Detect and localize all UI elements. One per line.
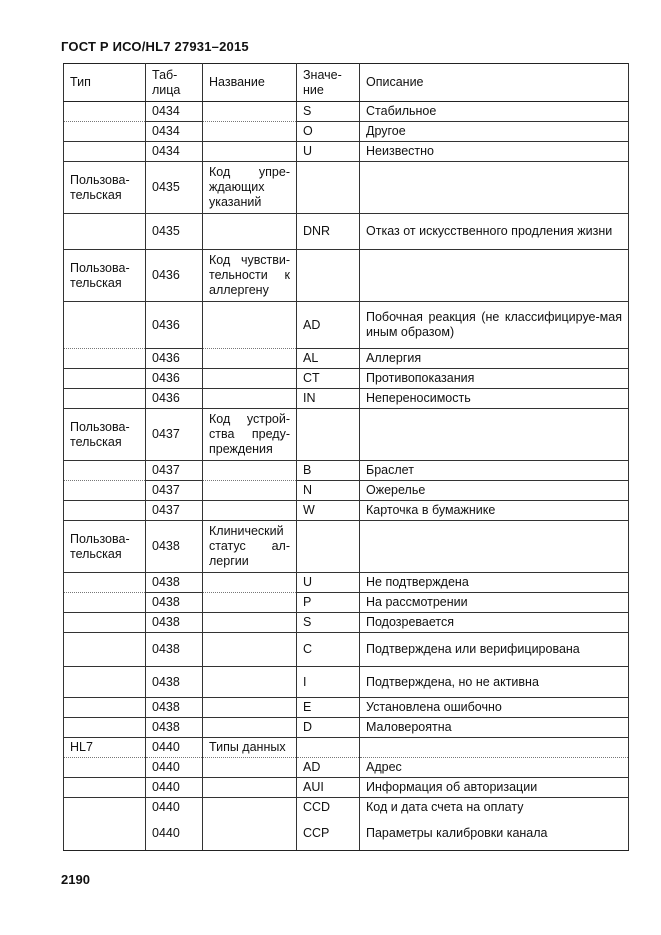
table-row (64, 573, 629, 593)
cell-type (64, 593, 146, 613)
cell-description: Отказ от искусственного продления жизни (360, 214, 629, 250)
cell-value: AUI (297, 778, 360, 798)
cell-type (64, 122, 146, 142)
cell-description (360, 738, 629, 758)
cell-name (203, 302, 297, 349)
cell-table: 0434 (146, 142, 203, 162)
cell-value (297, 162, 360, 214)
table-row (64, 593, 629, 613)
cell-value: CCP (297, 818, 360, 851)
table-row (64, 718, 629, 738)
cell-value: D (297, 718, 360, 738)
table-row (64, 501, 629, 521)
cell-name (203, 798, 297, 818)
cell-description: Неизвестно (360, 142, 629, 162)
table-row (64, 613, 629, 633)
cell-name (203, 142, 297, 162)
cell-table: 0440 (146, 798, 203, 818)
cell-name (203, 593, 297, 613)
cell-name (203, 122, 297, 142)
cell-table: 0438 (146, 718, 203, 738)
cell-type: Пользова-тельская (64, 162, 146, 214)
cell-name (203, 481, 297, 501)
cell-value: U (297, 573, 360, 593)
cell-type (64, 389, 146, 409)
table-row (64, 302, 629, 349)
column-header-table: Таб- лица (146, 64, 203, 102)
cell-type (64, 102, 146, 122)
cell-name (203, 369, 297, 389)
cell-table: 0438 (146, 573, 203, 593)
table-row (64, 633, 629, 667)
cell-name (203, 778, 297, 798)
cell-type (64, 573, 146, 593)
table-row (64, 369, 629, 389)
cell-name (203, 102, 297, 122)
cell-description: Браслет (360, 461, 629, 481)
cell-description: Информация об авторизации (360, 778, 629, 798)
cell-name (203, 758, 297, 778)
cell-name: Типы данных (203, 738, 297, 758)
cell-type: Пользова-тельская (64, 409, 146, 461)
cell-description: Не подтверждена (360, 573, 629, 593)
table-row (64, 142, 629, 162)
cell-name: Клинический статус ал-лергии (203, 521, 297, 573)
table-header-row (64, 64, 629, 102)
cell-table: 0440 (146, 818, 203, 851)
cell-description: Подтверждена или верифицирована (360, 633, 629, 667)
cell-name: Код упре-ждающих указаний (203, 162, 297, 214)
cell-type (64, 142, 146, 162)
cell-description: Код и дата счета на оплату (360, 798, 629, 818)
table-row (64, 461, 629, 481)
cell-table: 0435 (146, 214, 203, 250)
cell-value: AD (297, 302, 360, 349)
cell-table: 0440 (146, 758, 203, 778)
table-row (64, 102, 629, 122)
column-header-description: Описание (360, 64, 629, 102)
cell-type: Пользова-тельская (64, 250, 146, 302)
cell-name: Код устрой-ства преду-преждения (203, 409, 297, 461)
document-header: ГОСТ Р ИСО/HL7 27931–2015 (61, 39, 249, 54)
table-row (64, 389, 629, 409)
cell-type (64, 214, 146, 250)
cell-table: 0440 (146, 778, 203, 798)
cell-value: AL (297, 349, 360, 369)
cell-description: Аллергия (360, 349, 629, 369)
cell-description: Маловероятна (360, 718, 629, 738)
cell-table: 0440 (146, 738, 203, 758)
cell-table: 0438 (146, 667, 203, 698)
cell-table: 0436 (146, 349, 203, 369)
cell-type (64, 758, 146, 778)
cell-description: Другое (360, 122, 629, 142)
cell-type: HL7 (64, 738, 146, 758)
cell-description: На рассмотрении (360, 593, 629, 613)
table-row (64, 162, 629, 214)
cell-table: 0438 (146, 593, 203, 613)
cell-type (64, 698, 146, 718)
cell-type (64, 718, 146, 738)
cell-name (203, 613, 297, 633)
cell-value (297, 409, 360, 461)
cell-value: S (297, 102, 360, 122)
cell-value: CT (297, 369, 360, 389)
cell-name (203, 698, 297, 718)
cell-table: 0434 (146, 102, 203, 122)
cell-description: Установлена ошибочно (360, 698, 629, 718)
cell-description: Противопоказания (360, 369, 629, 389)
table-row (64, 758, 629, 778)
cell-value: IN (297, 389, 360, 409)
cell-value: DNR (297, 214, 360, 250)
cell-table: 0438 (146, 633, 203, 667)
cell-name (203, 667, 297, 698)
cell-value: P (297, 593, 360, 613)
cell-table: 0437 (146, 481, 203, 501)
cell-description: Побочная реакция (не классифицируе-мая иным образом) (360, 302, 629, 349)
cell-description: Стабильное (360, 102, 629, 122)
cell-description (360, 162, 629, 214)
cell-name: Код чувстви-тельности к аллергену (203, 250, 297, 302)
cell-type (64, 633, 146, 667)
table-row (64, 667, 629, 698)
cell-name (203, 501, 297, 521)
cell-table: 0438 (146, 613, 203, 633)
cell-table: 0436 (146, 302, 203, 349)
cell-value: I (297, 667, 360, 698)
cell-table: 0438 (146, 521, 203, 573)
page-number: 2190 (61, 872, 90, 887)
cell-value: E (297, 698, 360, 718)
table-row (64, 481, 629, 501)
cell-description: Ожерелье (360, 481, 629, 501)
cell-type (64, 818, 146, 851)
cell-name (203, 461, 297, 481)
cell-table: 0437 (146, 461, 203, 481)
cell-value (297, 738, 360, 758)
table-row (64, 521, 629, 573)
cell-description: Непереносимость (360, 389, 629, 409)
cell-type (64, 481, 146, 501)
table-row (64, 122, 629, 142)
cell-description: Адрес (360, 758, 629, 778)
cell-value: U (297, 142, 360, 162)
table-row (64, 349, 629, 369)
column-header-name: Название (203, 64, 297, 102)
table-row (64, 798, 629, 818)
cell-value: N (297, 481, 360, 501)
cell-table: 0434 (146, 122, 203, 142)
cell-table: 0436 (146, 389, 203, 409)
cell-name (203, 389, 297, 409)
cell-type (64, 461, 146, 481)
cell-description (360, 521, 629, 573)
cell-description (360, 409, 629, 461)
cell-type: Пользова-тельская (64, 521, 146, 573)
table-row (64, 738, 629, 758)
cell-name (203, 818, 297, 851)
table-row (64, 818, 629, 851)
cell-value (297, 521, 360, 573)
cell-type (64, 369, 146, 389)
code-table (63, 63, 629, 851)
cell-type (64, 667, 146, 698)
cell-description: Параметры калибровки канала (360, 818, 629, 851)
cell-name (203, 573, 297, 593)
cell-table: 0438 (146, 698, 203, 718)
cell-value: O (297, 122, 360, 142)
cell-type (64, 778, 146, 798)
cell-table: 0436 (146, 369, 203, 389)
cell-name (203, 718, 297, 738)
cell-description: Подозревается (360, 613, 629, 633)
column-header-type: Тип (64, 64, 146, 102)
cell-table: 0435 (146, 162, 203, 214)
cell-value: CCD (297, 798, 360, 818)
cell-table: 0436 (146, 250, 203, 302)
cell-table: 0437 (146, 409, 203, 461)
cell-type (64, 302, 146, 349)
cell-value: W (297, 501, 360, 521)
cell-value: AD (297, 758, 360, 778)
cell-type (64, 798, 146, 818)
table-row (64, 250, 629, 302)
table-row (64, 214, 629, 250)
table-row (64, 778, 629, 798)
cell-name (203, 214, 297, 250)
column-header-value: Значе- ние (297, 64, 360, 102)
cell-type (64, 349, 146, 369)
table-row (64, 698, 629, 718)
cell-name (203, 349, 297, 369)
cell-value: S (297, 613, 360, 633)
cell-value: C (297, 633, 360, 667)
cell-description: Подтверждена, но не активна (360, 667, 629, 698)
cell-name (203, 633, 297, 667)
cell-table: 0437 (146, 501, 203, 521)
cell-value (297, 250, 360, 302)
cell-type (64, 613, 146, 633)
cell-type (64, 501, 146, 521)
cell-description: Карточка в бумажнике (360, 501, 629, 521)
table-row (64, 409, 629, 461)
cell-value: B (297, 461, 360, 481)
cell-description (360, 250, 629, 302)
